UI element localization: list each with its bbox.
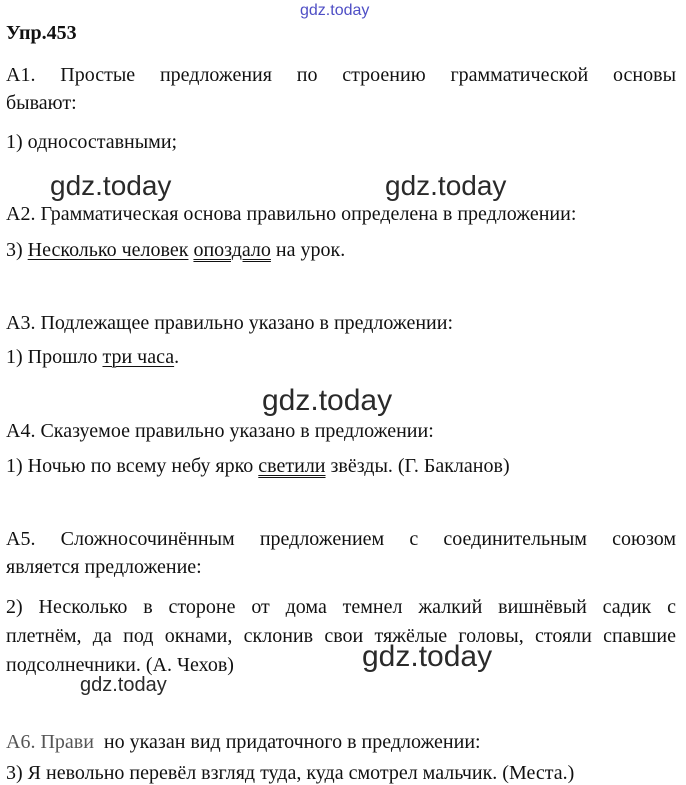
a4-predicate: светили (258, 455, 326, 477)
a3-answer-suffix: . (174, 346, 180, 368)
a2-subject: Несколько человек (27, 239, 189, 261)
a5-answer-line2: плетнём, да под окнами, склонив свои тяжёлые головы, стояли спавшие (6, 625, 676, 647)
a6-question (6, 730, 481, 754)
watermark: gdz.today (362, 640, 493, 673)
a4-question: А4. Сказуемое правильно указано в предложении: (6, 420, 434, 442)
a4-answer (6, 454, 510, 478)
watermark: gdz.today (262, 384, 393, 417)
a2-answer (6, 238, 345, 262)
a2-predicate: опоздало (193, 239, 271, 261)
a3-question: А3. Подлежащее правильно указано в предложении: (6, 312, 454, 334)
a6-answer: 3) Я невольно перевёл взгляд туда, куда смотрел мальчик. (Места.) (6, 762, 575, 784)
watermark: gdz.today (50, 170, 172, 201)
a1-answer: 1) односоставными; (6, 131, 178, 153)
a6-question-rest: но указан вид придаточного в предложении: (103, 731, 481, 753)
a3-answer (6, 345, 179, 369)
a5-question-line2: является предложение: (6, 556, 202, 578)
watermark-top: gdz.today (300, 2, 370, 19)
a1-question-line2: бывают: (6, 92, 77, 114)
a1-question-line1: А1. Простые предложения по строению грамматической основы (6, 64, 676, 86)
a6-question-prefix: А6. Прави (6, 731, 94, 753)
a5-question-line1: А5. Сложносочинённым предложением с соединительным союзом (6, 528, 676, 550)
watermark: gdz.today (385, 170, 507, 201)
exercise-title: Упр.453 (6, 22, 77, 44)
a2-question: А2. Грамматическая основа правильно определена в предложении: (6, 203, 577, 225)
a5-answer-line1: 2) Несколько в стороне от дома темнел жалкий вишнёвый садик с (6, 596, 676, 618)
a2-answer-prefix: 3) (6, 239, 28, 261)
a3-subject: три часа (102, 346, 175, 368)
a3-answer-prefix: 1) Прошло (6, 346, 103, 368)
a2-answer-suffix: на урок. (270, 239, 346, 261)
a4-answer-suffix: звёзды. (Г. Бакланов) (325, 455, 510, 477)
watermark: gdz.today (80, 674, 167, 696)
a4-answer-prefix: 1) Ночью по всему небу ярко (6, 455, 259, 477)
a5-answer-line3: подсолнечники. (А. Чехов) (6, 654, 234, 676)
